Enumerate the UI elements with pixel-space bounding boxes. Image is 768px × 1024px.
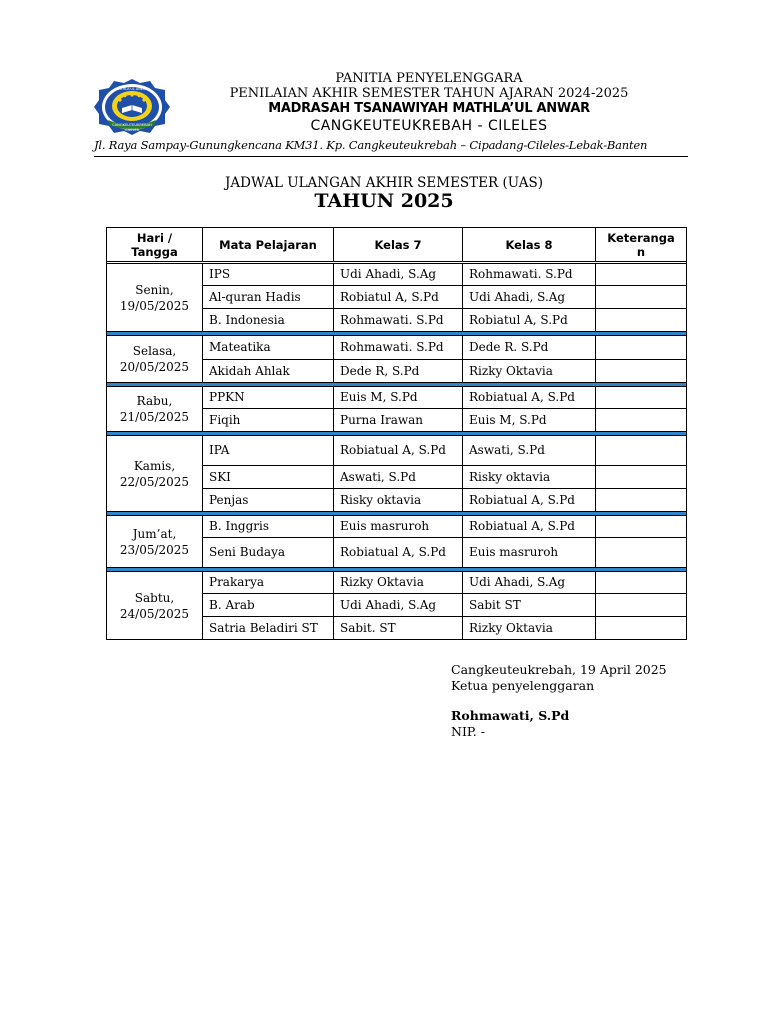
header-subject: Mata Pelajaran bbox=[203, 228, 334, 262]
signature-block bbox=[451, 662, 667, 740]
subject-cell: Akidah Ahlak bbox=[203, 360, 334, 383]
day-name: Selasa, bbox=[132, 344, 177, 358]
subject-cell: PPKN bbox=[203, 387, 334, 409]
note-cell bbox=[596, 387, 687, 409]
subject-cell: B. Inggris bbox=[203, 516, 334, 538]
day-cell bbox=[107, 336, 203, 383]
day-date: 23/05/2025 bbox=[119, 542, 190, 557]
logo-text-top: MATHLA'UL ANWAR bbox=[115, 87, 149, 91]
letterhead bbox=[94, 68, 686, 154]
kelas7-teacher-cell: Rohmawati. S.Pd bbox=[334, 309, 463, 332]
kelas8-teacher-cell: Euis masruroh bbox=[463, 538, 596, 568]
table-header-row bbox=[107, 228, 687, 262]
letterhead-text bbox=[194, 71, 664, 136]
subject-cell: Penjas bbox=[203, 489, 334, 512]
signature-role: Ketua penyelenggaran bbox=[451, 678, 595, 693]
subject-cell: Al-quran Hadis bbox=[203, 286, 334, 309]
note-cell bbox=[596, 538, 687, 568]
table-row bbox=[107, 336, 687, 360]
kelas7-teacher-cell: Udi Ahadi, S.Ag bbox=[334, 264, 463, 286]
day-cell bbox=[107, 264, 203, 332]
kelas7-teacher-cell: Purna Irawan bbox=[334, 409, 463, 432]
kelas8-teacher-cell: Sabit ST bbox=[463, 594, 596, 617]
logo-text-bottom: CANGKEUTEUKREBAH bbox=[112, 123, 152, 127]
subject-cell: Mateatika bbox=[203, 336, 334, 360]
kelas7-teacher-cell: Dede R, S.Pd bbox=[334, 360, 463, 383]
note-cell bbox=[596, 436, 687, 466]
day-date: 24/05/2025 bbox=[119, 606, 190, 621]
table-row bbox=[107, 516, 687, 538]
signature-nip: NIP. - bbox=[451, 724, 485, 739]
kelas8-teacher-cell: Robiatual A, S.Pd bbox=[463, 516, 596, 538]
note-cell bbox=[596, 286, 687, 309]
day-cell bbox=[107, 516, 203, 568]
kelas8-teacher-cell: Udi Ahadi, S.Ag bbox=[463, 286, 596, 309]
day-name: Kamis, bbox=[133, 458, 176, 473]
day-date: 20/05/2025 bbox=[119, 360, 190, 374]
day-date: 22/05/2025 bbox=[119, 474, 190, 489]
kelas7-teacher-cell: Euis masruroh bbox=[334, 516, 463, 538]
table-row bbox=[107, 572, 687, 594]
kelas8-teacher-cell: Robiatual A, S.Pd bbox=[463, 387, 596, 409]
subject-cell: IPS bbox=[203, 264, 334, 286]
madrasah-emblem-logo bbox=[94, 78, 170, 136]
note-cell bbox=[596, 466, 687, 489]
subject-cell: Prakarya bbox=[203, 572, 334, 594]
signature-name: Rohmawati, S.Pd bbox=[451, 708, 570, 723]
header-day: Hari / Tangga bbox=[107, 228, 203, 262]
kelas8-teacher-cell: Euis M, S.Pd bbox=[463, 409, 596, 432]
kelas8-teacher-cell: Robiatual A, S.Pd bbox=[463, 489, 596, 512]
day-date: 19/05/2025 bbox=[119, 298, 190, 313]
kelas7-teacher-cell: Sabit. ST bbox=[334, 617, 463, 640]
kelas7-teacher-cell: Euis M, S.Pd bbox=[334, 387, 463, 409]
exam-schedule-table bbox=[106, 227, 687, 640]
note-cell bbox=[596, 360, 687, 383]
note-cell bbox=[596, 572, 687, 594]
kelas8-teacher-cell: Robiatul A, S.Pd bbox=[463, 309, 596, 332]
kelas7-teacher-cell: Robiatual A, S.Pd bbox=[334, 436, 463, 466]
note-cell bbox=[596, 409, 687, 432]
subject-cell: Seni Budaya bbox=[203, 538, 334, 568]
kelas7-teacher-cell: Rizky Oktavia bbox=[334, 572, 463, 594]
subject-cell: Satria Beladiri ST bbox=[203, 617, 334, 640]
note-cell bbox=[596, 516, 687, 538]
kelas8-teacher-cell: Rizky Oktavia bbox=[463, 617, 596, 640]
day-name: Senin, bbox=[135, 282, 174, 297]
subject-cell: IPA bbox=[203, 436, 334, 466]
committee-name: PANITIA PENYELENGGARA bbox=[335, 71, 523, 86]
table-row bbox=[107, 387, 687, 409]
subject-cell: SKI bbox=[203, 466, 334, 489]
kelas7-teacher-cell: Aswati, S.Pd bbox=[334, 466, 463, 489]
note-cell bbox=[596, 489, 687, 512]
header-kelas8: Kelas 8 bbox=[463, 228, 596, 262]
logo-text-base: CILELES bbox=[125, 128, 139, 132]
school-location: CANGKEUTEUKREBAH - CILELES bbox=[310, 118, 548, 134]
assessment-title: PENILAIAN AKHIR SEMESTER TAHUN AJARAN 2024-2025 bbox=[229, 86, 629, 101]
note-cell bbox=[596, 336, 687, 360]
kelas7-teacher-cell: Robiatual A, S.Pd bbox=[334, 538, 463, 568]
schedule-year: TAHUN 2025 bbox=[314, 190, 454, 212]
school-address: Jl. Raya Sampay-Gunungkencana KM31. Kp. Cangkeuteukrebah – Cipadang-Cileles-Lebak-Banten bbox=[94, 138, 648, 152]
subject-cell: B. Arab bbox=[203, 594, 334, 617]
day-name: Sabtu, bbox=[134, 590, 175, 605]
kelas8-teacher-cell: Dede R. S.Pd bbox=[463, 336, 596, 360]
school-name: MADRASAH TSANAWIYAH MATHLA’UL ANWAR bbox=[268, 101, 590, 116]
day-cell bbox=[107, 572, 203, 640]
subject-cell: B. Indonesia bbox=[203, 309, 334, 332]
kelas8-teacher-cell: Rizky Oktavia bbox=[463, 360, 596, 383]
note-cell bbox=[596, 264, 687, 286]
schedule-title: JADWAL ULANGAN AKHIR SEMESTER (UAS) bbox=[225, 175, 543, 191]
kelas7-teacher-cell: Rohmawati. S.Pd bbox=[334, 336, 463, 360]
subject-cell: Fiqih bbox=[203, 409, 334, 432]
kelas8-teacher-cell: Rohmawati. S.Pd bbox=[463, 264, 596, 286]
kelas8-teacher-cell: Udi Ahadi, S.Ag bbox=[463, 572, 596, 594]
kelas8-teacher-cell: Aswati, S.Pd bbox=[463, 436, 596, 466]
schedule-body bbox=[107, 262, 687, 640]
note-cell bbox=[596, 617, 687, 640]
day-name: Rabu, bbox=[136, 394, 173, 408]
kelas7-teacher-cell: Risky oktavia bbox=[334, 489, 463, 512]
letterhead-divider bbox=[94, 156, 688, 157]
table-row bbox=[107, 264, 687, 286]
kelas7-teacher-cell: Udi Ahadi, S.Ag bbox=[334, 594, 463, 617]
kelas7-teacher-cell: Robiatul A, S.Pd bbox=[334, 286, 463, 309]
kelas8-teacher-cell: Risky oktavia bbox=[463, 466, 596, 489]
table-row bbox=[107, 436, 687, 466]
day-cell bbox=[107, 387, 203, 432]
day-cell bbox=[107, 436, 203, 512]
day-name: Jum’at, bbox=[132, 526, 177, 541]
signature-place-date: Cangkeuteukrebah, 19 April 2025 bbox=[451, 662, 667, 677]
note-cell bbox=[596, 594, 687, 617]
header-kelas7: Kelas 7 bbox=[334, 228, 463, 262]
note-cell bbox=[596, 309, 687, 332]
day-date: 21/05/2025 bbox=[119, 410, 190, 424]
header-note: Keteranga n bbox=[596, 228, 687, 262]
